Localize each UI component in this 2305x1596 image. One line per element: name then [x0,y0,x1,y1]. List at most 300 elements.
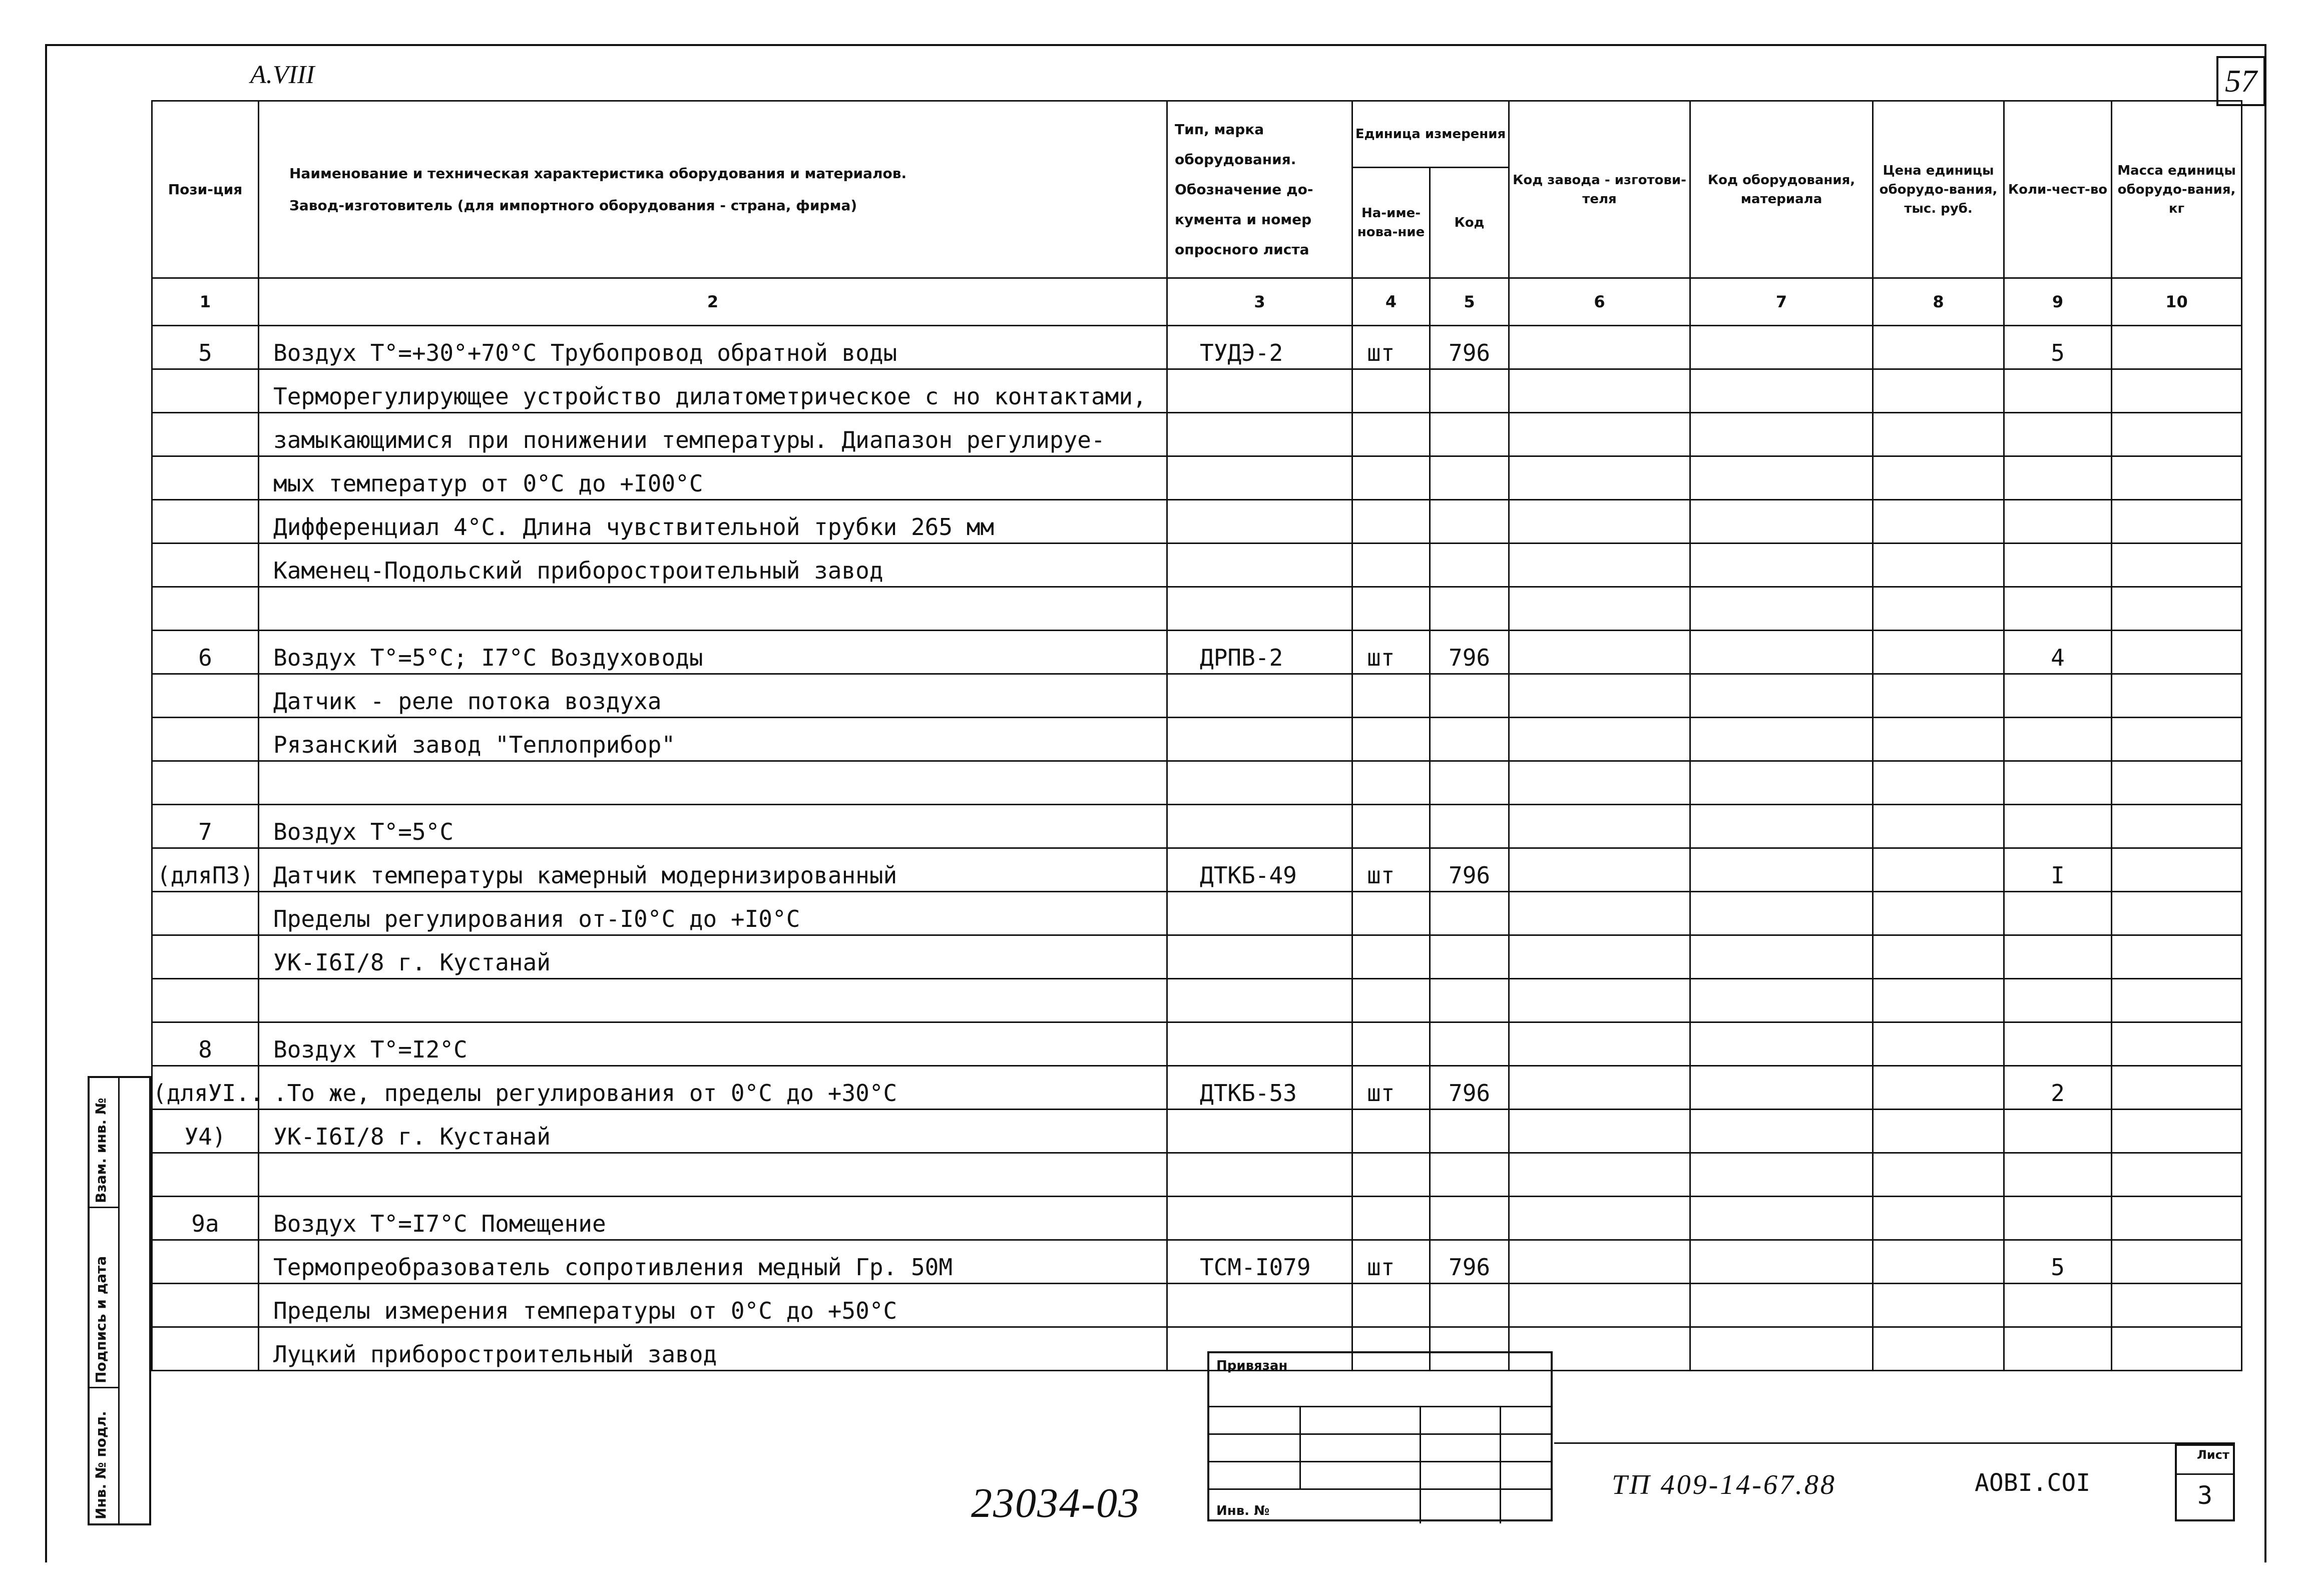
header-row-top [152,101,2242,168]
header-type-line2: оборудования. [1175,151,1296,168]
row-qty [2004,544,2112,587]
row-price [1873,500,2004,544]
row-mass [2112,1197,2242,1240]
col-num: 3 [1167,278,1352,326]
row-unit-code: 796 [1430,1240,1509,1284]
row-unit-code [1430,456,1509,500]
privyazan-box [1207,1351,1553,1521]
table-row [152,456,2242,500]
row-name: Термопреобразователь сопротивления медный Гр. 50М [259,1240,1167,1284]
row-price [1873,544,2004,587]
row-factory-code [1509,326,1690,369]
row-factory-code [1509,456,1690,500]
row-price [1873,979,2004,1022]
row-unit-name [1352,718,1430,761]
row-qty: 2 [2004,1066,2112,1110]
row-type [1167,979,1352,1022]
row-equipment-code [1690,1110,1873,1153]
table-row [152,805,2242,848]
table-row [152,1153,2242,1197]
row-position [152,544,259,587]
row-unit-code [1430,587,1509,631]
row-factory-code [1509,1153,1690,1197]
row-position [152,761,259,805]
row-unit-code [1430,979,1509,1022]
row-mass [2112,369,2242,413]
row-equipment-code [1690,1197,1873,1240]
row-price [1873,718,2004,761]
row-equipment-code [1690,544,1873,587]
row-equipment-code [1690,892,1873,935]
row-name: Датчик - реле потока воздуха [259,674,1167,718]
row-unit-name: шт [1352,631,1430,674]
row-type [1167,892,1352,935]
header-factory-code: Код завода - изготови-теля [1509,101,1690,278]
row-name [259,979,1167,1022]
table-row [152,631,2242,674]
row-price [1873,369,2004,413]
row-mass [2112,935,2242,979]
row-mass [2112,892,2242,935]
header-type-line4: кумента и номер [1175,211,1312,228]
row-type [1167,587,1352,631]
sheet-ref: А.VIII [250,61,315,89]
row-unit-name [1352,674,1430,718]
row-qty [2004,1197,2112,1240]
row-price [1873,456,2004,500]
table-row [152,1240,2242,1284]
row-name: Терморегулирующее устройство дилатометрическое с но контактами, [259,369,1167,413]
row-name: Воздух Т°=5°С; I7°С Воздуховоды [259,631,1167,674]
row-unit-code [1430,1284,1509,1327]
row-mass [2112,1022,2242,1066]
row-position [152,674,259,718]
row-price [1873,413,2004,456]
row-price [1873,761,2004,805]
row-equipment-code [1690,805,1873,848]
document-code: ТП 409-14-67.88 [1612,1469,1836,1500]
row-type [1167,935,1352,979]
table-row [152,1066,2242,1110]
header-name-line1: Наименование и техническая характеристика оборудования и материалов. [289,165,907,182]
row-position: 5 [152,326,259,369]
row-type: ДТКБ-49 [1167,848,1352,892]
row-factory-code [1509,587,1690,631]
row-unit-name [1352,413,1430,456]
table-row [152,979,2242,1022]
row-unit-code [1430,500,1509,544]
row-unit-code [1430,544,1509,587]
row-qty [2004,1284,2112,1327]
row-position [152,1284,259,1327]
row-price [1873,892,2004,935]
row-unit-name [1352,761,1430,805]
sheet-number: 3 [2197,1481,2213,1510]
row-mass [2112,456,2242,500]
header-name [259,101,1167,278]
row-qty [2004,935,2112,979]
row-name [259,587,1167,631]
row-unit-name [1352,805,1430,848]
row-position [152,979,259,1022]
header-price: Цена единицы оборудо-вания, тыс. руб. [1873,101,2004,278]
row-mass [2112,674,2242,718]
row-unit-code [1430,892,1509,935]
row-unit-code [1430,718,1509,761]
row-equipment-code [1690,1153,1873,1197]
row-name [259,1153,1167,1197]
sheet-box [2175,1444,2235,1521]
table-row [152,718,2242,761]
header-qty: Коли-чест-во [2004,101,2112,278]
row-unit-name [1352,500,1430,544]
col-num: 6 [1509,278,1690,326]
row-unit-name [1352,1153,1430,1197]
row-position [152,1153,259,1197]
row-unit-name [1352,1197,1430,1240]
row-qty: I [2004,848,2112,892]
row-name: Луцкий приборостроительный завод [259,1327,1167,1371]
row-mass [2112,1066,2242,1110]
row-name: Воздух Т°=5°С [259,805,1167,848]
row-position [152,1327,259,1371]
row-unit-name [1352,587,1430,631]
row-unit-name: шт [1352,1066,1430,1110]
row-equipment-code [1690,935,1873,979]
row-factory-code [1509,892,1690,935]
row-name: Пределы регулирования от-I0°С до +I0°С [259,892,1167,935]
table-row [152,413,2242,456]
row-equipment-code [1690,1240,1873,1284]
row-factory-code [1509,413,1690,456]
row-unit-name [1352,979,1430,1022]
row-position [152,1240,259,1284]
row-price [1873,1197,2004,1240]
sheet-divider [2177,1473,2233,1475]
row-factory-code [1509,1066,1690,1110]
row-mass [2112,718,2242,761]
row-unit-code [1430,674,1509,718]
row-equipment-code [1690,456,1873,500]
col-num: 9 [2004,278,2112,326]
row-unit-code [1430,805,1509,848]
row-unit-name [1352,1284,1430,1327]
row-name: Рязанский завод "Теплоприбор" [259,718,1167,761]
side-label-sign-date: Подпись и дата [93,1256,109,1383]
row-position: 8 [152,1022,259,1066]
header-unit-group: Единица измерения [1352,101,1509,168]
row-factory-code [1509,1240,1690,1284]
inv-number-label: Инв. № [1216,1503,1270,1518]
row-price [1873,674,2004,718]
table-row [152,848,2242,892]
col-num: 7 [1690,278,1873,326]
row-name: Воздух Т°=I2°С [259,1022,1167,1066]
table-row [152,544,2242,587]
row-type [1167,1197,1352,1240]
row-type: ТУДЭ-2 [1167,326,1352,369]
row-factory-code [1509,369,1690,413]
row-position [152,718,259,761]
row-type [1167,761,1352,805]
row-equipment-code [1690,674,1873,718]
table-row [152,935,2242,979]
row-unit-name [1352,369,1430,413]
row-equipment-code [1690,587,1873,631]
row-qty [2004,587,2112,631]
row-type [1167,544,1352,587]
row-mass [2112,544,2242,587]
row-name: УК-I6I/8 г. Кустанай [259,935,1167,979]
row-equipment-code [1690,413,1873,456]
row-factory-code [1509,1022,1690,1066]
row-equipment-code [1690,1066,1873,1110]
row-price [1873,1153,2004,1197]
row-unit-code: 796 [1430,1066,1509,1110]
row-qty: 5 [2004,1240,2112,1284]
row-position [152,587,259,631]
row-unit-code [1430,369,1509,413]
table-row [152,587,2242,631]
page-number: 57 [2216,56,2265,106]
row-unit-name [1352,892,1430,935]
row-price [1873,1110,2004,1153]
row-qty: 4 [2004,631,2112,674]
row-mass [2112,500,2242,544]
header-type [1167,101,1352,278]
row-equipment-code [1690,848,1873,892]
row-unit-code: 796 [1430,848,1509,892]
table-row [152,1197,2242,1240]
header-position: Пози-ция [152,101,259,278]
row-unit-code [1430,1197,1509,1240]
table-row [152,1110,2242,1153]
row-type [1167,805,1352,848]
row-factory-code [1509,979,1690,1022]
row-position: 9а [152,1197,259,1240]
row-mass [2112,848,2242,892]
row-equipment-code [1690,326,1873,369]
side-cell-inv-orig [90,1388,120,1523]
row-unit-code [1430,413,1509,456]
row-qty [2004,979,2112,1022]
col-num: 2 [259,278,1167,326]
row-qty [2004,892,2112,935]
col-num: 1 [152,278,259,326]
row-unit-code [1430,935,1509,979]
side-cell-replace-inv [90,1078,120,1208]
header-mass: Масса единицы оборудо-вания, кг [2112,101,2242,278]
row-factory-code [1509,500,1690,544]
side-cell-sign-date [90,1208,120,1388]
row-unit-name: шт [1352,848,1430,892]
row-qty [2004,805,2112,848]
row-equipment-code [1690,761,1873,805]
row-unit-code [1430,1153,1509,1197]
row-price [1873,631,2004,674]
row-price [1873,935,2004,979]
row-qty [2004,456,2112,500]
row-mass [2112,805,2242,848]
row-position [152,892,259,935]
table-row [152,500,2242,544]
row-equipment-code [1690,500,1873,544]
row-position: (дляП3) [152,848,259,892]
row-price [1873,1284,2004,1327]
row-name: Воздух Т°=+30°+70°С Трубопровод обратной воды [259,326,1167,369]
row-mass [2112,413,2242,456]
row-name: мых температур от 0°С до +I00°С [259,456,1167,500]
row-mass [2112,1240,2242,1284]
row-position [152,369,259,413]
row-qty [2004,1153,2112,1197]
row-qty [2004,1022,2112,1066]
row-type [1167,718,1352,761]
row-unit-code [1430,1110,1509,1153]
column-number-row [152,278,2242,326]
row-type [1167,1284,1352,1327]
table-row [152,1284,2242,1327]
row-equipment-code [1690,631,1873,674]
row-type: ДТКБ-53 [1167,1066,1352,1110]
row-unit-name [1352,1022,1430,1066]
row-factory-code [1509,631,1690,674]
row-unit-name [1352,1110,1430,1153]
row-type [1167,1153,1352,1197]
row-mass [2112,1110,2242,1153]
row-type [1167,369,1352,413]
row-position: (дляУI.. [152,1066,259,1110]
row-price [1873,848,2004,892]
row-price [1873,1066,2004,1110]
col-num: 5 [1430,278,1509,326]
privyazan-divider [1420,1406,1421,1523]
header-unit-code: Код [1430,168,1509,278]
row-price [1873,805,2004,848]
table-row [152,326,2242,369]
row-type [1167,1022,1352,1066]
row-name: замыкающимися при понижении температуры. Диапазон регулируе- [259,413,1167,456]
row-mass [2112,979,2242,1022]
row-unit-code: 796 [1430,631,1509,674]
row-factory-code [1509,848,1690,892]
row-equipment-code [1690,979,1873,1022]
side-stamp [88,1076,151,1525]
table-row [152,1022,2242,1066]
row-name: УК-I6I/8 г. Кустанай [259,1110,1167,1153]
row-mass [2112,631,2242,674]
table-row [152,369,2242,413]
row-position [152,500,259,544]
header-type-line3: Обозначение до- [1175,181,1313,198]
col-num: 8 [1873,278,2004,326]
row-unit-name [1352,456,1430,500]
row-equipment-code [1690,369,1873,413]
archive-number: 23034-03 [971,1480,1140,1526]
row-unit-name: шт [1352,1240,1430,1284]
row-mass [2112,587,2242,631]
row-unit-code [1430,761,1509,805]
row-price [1873,587,2004,631]
row-factory-code [1509,1197,1690,1240]
row-price [1873,1240,2004,1284]
row-equipment-code [1690,1284,1873,1327]
row-position: У4) [152,1110,259,1153]
row-name: Каменец-Подольский приборостроительный завод [259,544,1167,587]
title-block-rule [1554,1442,2235,1444]
row-price [1873,326,2004,369]
side-label-replace-inv: Взам. инв. № [93,1098,109,1203]
row-type [1167,1110,1352,1153]
row-type [1167,674,1352,718]
row-name: .То же, пределы регулирования от 0°С до +30°С [259,1066,1167,1110]
table-row [152,892,2242,935]
row-factory-code [1509,1284,1690,1327]
row-unit-name [1352,935,1430,979]
row-position: 6 [152,631,259,674]
row-name [259,761,1167,805]
table-row [152,674,2242,718]
row-mass [2112,761,2242,805]
col-num: 10 [2112,278,2242,326]
row-price [1873,1022,2004,1066]
row-qty [2004,500,2112,544]
row-factory-code [1509,1110,1690,1153]
row-qty: 5 [2004,326,2112,369]
row-type: ТСМ-I079 [1167,1240,1352,1284]
privyazan-label: Привязан [1216,1358,1288,1373]
specification-table [151,100,2242,1371]
header-type-line5: опросного листа [1175,241,1309,258]
row-qty [2004,674,2112,718]
header-equipment-code: Код оборудования, материала [1690,101,1873,278]
row-type [1167,500,1352,544]
row-type: ДРПВ-2 [1167,631,1352,674]
row-type [1167,413,1352,456]
row-qty [2004,413,2112,456]
row-qty [2004,718,2112,761]
row-position: 7 [152,805,259,848]
row-position [152,935,259,979]
row-position [152,456,259,500]
drawing-code: АОВI.СОI [1975,1469,2091,1497]
privyazan-divider [1299,1406,1301,1488]
row-factory-code [1509,544,1690,587]
row-factory-code [1509,674,1690,718]
row-qty [2004,1110,2112,1153]
row-qty [2004,761,2112,805]
header-name-line2: Завод-изготовитель (для импортного оборудования - страна, фирма) [289,197,857,214]
row-unit-name [1352,544,1430,587]
row-equipment-code [1690,718,1873,761]
row-mass [2112,326,2242,369]
row-name: Датчик температуры камерный модернизированный [259,848,1167,892]
col-num: 4 [1352,278,1430,326]
row-name: Дифференциал 4°С. Длина чувствительной трубки 265 мм [259,500,1167,544]
row-name: Воздух Т°=I7°С Помещение [259,1197,1167,1240]
row-factory-code [1509,718,1690,761]
row-position [152,413,259,456]
row-type [1167,456,1352,500]
table-row [152,761,2242,805]
privyazan-divider [1500,1406,1501,1523]
row-unit-code [1430,1022,1509,1066]
row-mass [2112,1284,2242,1327]
row-factory-code [1509,805,1690,848]
sheet-label: Лист [2197,1448,2229,1462]
row-unit-name: шт [1352,326,1430,369]
row-equipment-code [1690,1022,1873,1066]
